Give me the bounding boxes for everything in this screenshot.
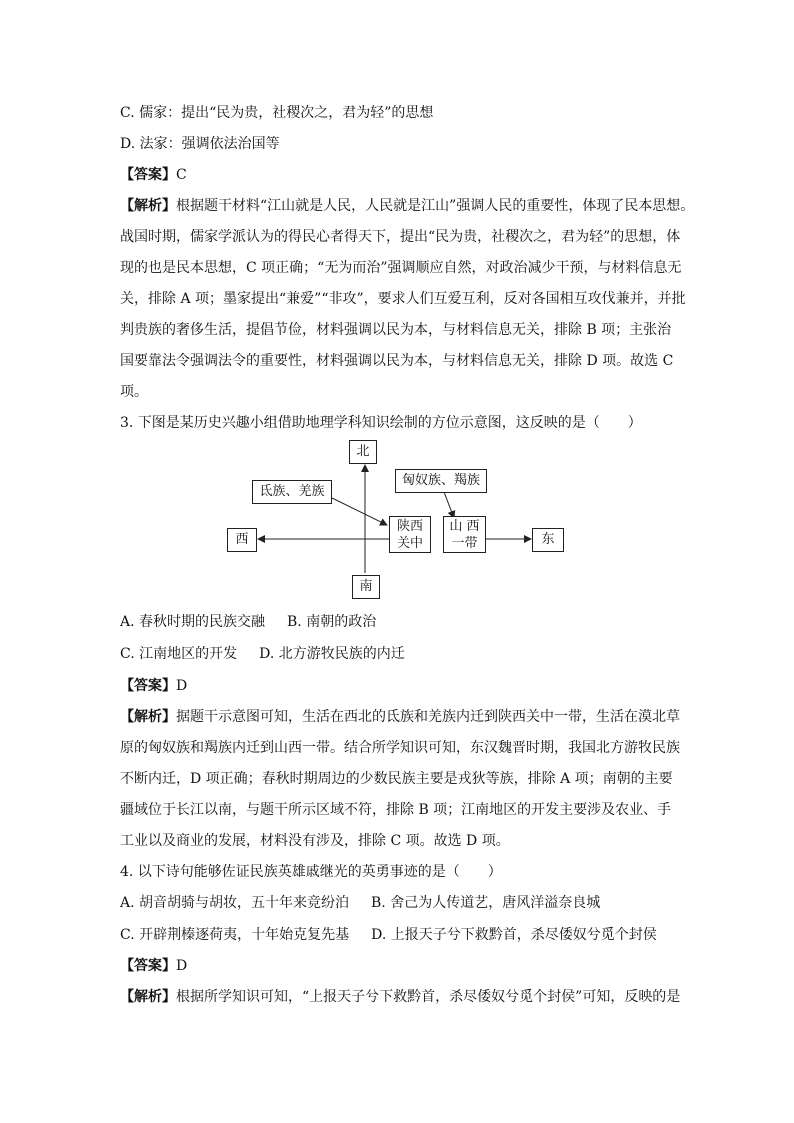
analysis-line: 现的也是民本思想，C 项正确；“无为而治”强调顺应自然，对政治减少干预，与材料信息无: [120, 260, 682, 276]
analysis-line: 关，排除 A 项；墨家提出“兼爱”“非攻”，要求人们互爱互利，反对各国相互攻伐兼并，并批: [120, 291, 686, 307]
q3-options-ab: [120, 613, 376, 631]
answer-label: 【答案】: [120, 958, 176, 974]
xiongnu-jie-label: 匈奴族、羯族: [395, 469, 487, 493]
answer-value: D: [176, 678, 188, 694]
answer-label: 【答案】: [120, 167, 176, 183]
answer-value: C: [176, 167, 187, 183]
analysis-line: 疆域位于长江以南，与题干所示区域不符，排除 B 项；江南地区的开发主要涉及农业、手: [120, 802, 672, 818]
analysis-line: 项。: [120, 384, 148, 400]
shaanxi-line2: 关中: [396, 536, 423, 551]
analysis-line: 国要靠法令强调法令的重要性，材料强调以民为本，与材料信息无关，排除 D 项。故选 C: [120, 353, 674, 369]
shaanxi-guanzhong-box: [389, 516, 431, 553]
south-label: 南: [352, 575, 380, 599]
analysis-line: 原的匈奴族和羯族内迁到山西一带。结合所学知识可知，东汉魏晋时期，我国北方游牧民族: [120, 740, 680, 756]
xiongnu-jie-migration-arrow: [444, 492, 454, 518]
q3-answer: [120, 677, 187, 695]
q2-option-c: C. 儒家：提出“民为贵，社稷次之，君为轻”的思想: [120, 105, 434, 121]
analysis-line: 判贵族的奢侈生活，提倡节俭，材料强调以民为本，与材料信息无关，排除 B 项；主张治: [120, 322, 672, 338]
q2-option-d: D. 法家：强调依法治国等: [120, 136, 280, 152]
analysis-line: 工业以及商业的发展，材料没有涉及，排除 C 项。故选 D 项。: [120, 833, 510, 849]
q3-options-cd: [120, 645, 405, 663]
q3-option-a: A. 春秋时期的民族交融: [120, 614, 266, 630]
q4-answer: [120, 957, 187, 975]
analysis-line: 【解析】根据所学知识可知，“上报天子兮下救黔首，杀尽倭奴兮觅个封侯”可知，反映的是: [120, 989, 681, 1005]
di-qiang-label: 氐族、羌族: [252, 480, 332, 504]
q3-analysis: [120, 708, 680, 863]
q3-option-d: D. 北方游牧民族的内迁: [259, 646, 405, 662]
q4-option-d: D. 上报天子兮下救黔首，杀尽倭奴兮觅个封侯: [371, 927, 657, 943]
north-label: 北: [349, 440, 377, 464]
analysis-label: 【解析】: [120, 198, 176, 214]
answer-label: 【答案】: [120, 678, 176, 694]
q3-option-b: B. 南朝的政治: [287, 614, 377, 630]
analysis-line: 战国时期，儒家学派认为的得民心者得天下，提出“民为贵，社稷次之，君为轻”的思想，体: [120, 229, 681, 245]
shanxi-line1: 山 西: [449, 519, 480, 534]
q4-options-cd: [120, 926, 657, 944]
q4-option-c: C. 开辟荆榛逐荷夷，十年始克复先基: [120, 927, 350, 943]
q3-stem: 3. 下图是某历史兴趣小组借助地理学科知识绘制的方位示意图，这反映的是（ ）: [120, 415, 642, 431]
west-label: 西: [227, 528, 257, 552]
q4-option-b: B. 舍己为人传道艺，唐风洋溢奈良城: [371, 895, 601, 911]
analysis-line: 【解析】根据题干材料“江山就是人民，人民就是江山”强调人民的重要性，体现了民本思想。: [120, 198, 695, 214]
shanxi-region-box: [443, 516, 486, 553]
analysis-label: 【解析】: [120, 989, 176, 1005]
q4-option-a: A. 胡音胡骑与胡妆，五十年来竞纷泊: [120, 895, 350, 911]
q3-option-c: C. 江南地区的开发: [120, 646, 238, 662]
east-label: 东: [532, 528, 564, 552]
shaanxi-line1: 陕西: [396, 519, 423, 534]
q4-stem: 4. 以下诗句能够佐证民族英雄戚继光的英勇事迹的是（ ）: [120, 864, 502, 880]
analysis-line: 不断内迁，D 项正确；春秋时期周边的少数民族主要是戎狄等族，排除 A 项；南朝的主要: [120, 771, 673, 787]
analysis-label: 【解析】: [120, 709, 176, 725]
shanxi-line2: 一带: [451, 536, 478, 551]
analysis-line: 【解析】据题干示意图可知，生活在西北的氐族和羌族内迁到陕西关中一带，生活在漠北草: [120, 709, 680, 725]
answer-value: D: [176, 958, 188, 974]
di-qiang-migration-arrow: [332, 498, 387, 525]
q4-options-ab: [120, 894, 600, 912]
q4-analysis: [120, 988, 680, 1019]
